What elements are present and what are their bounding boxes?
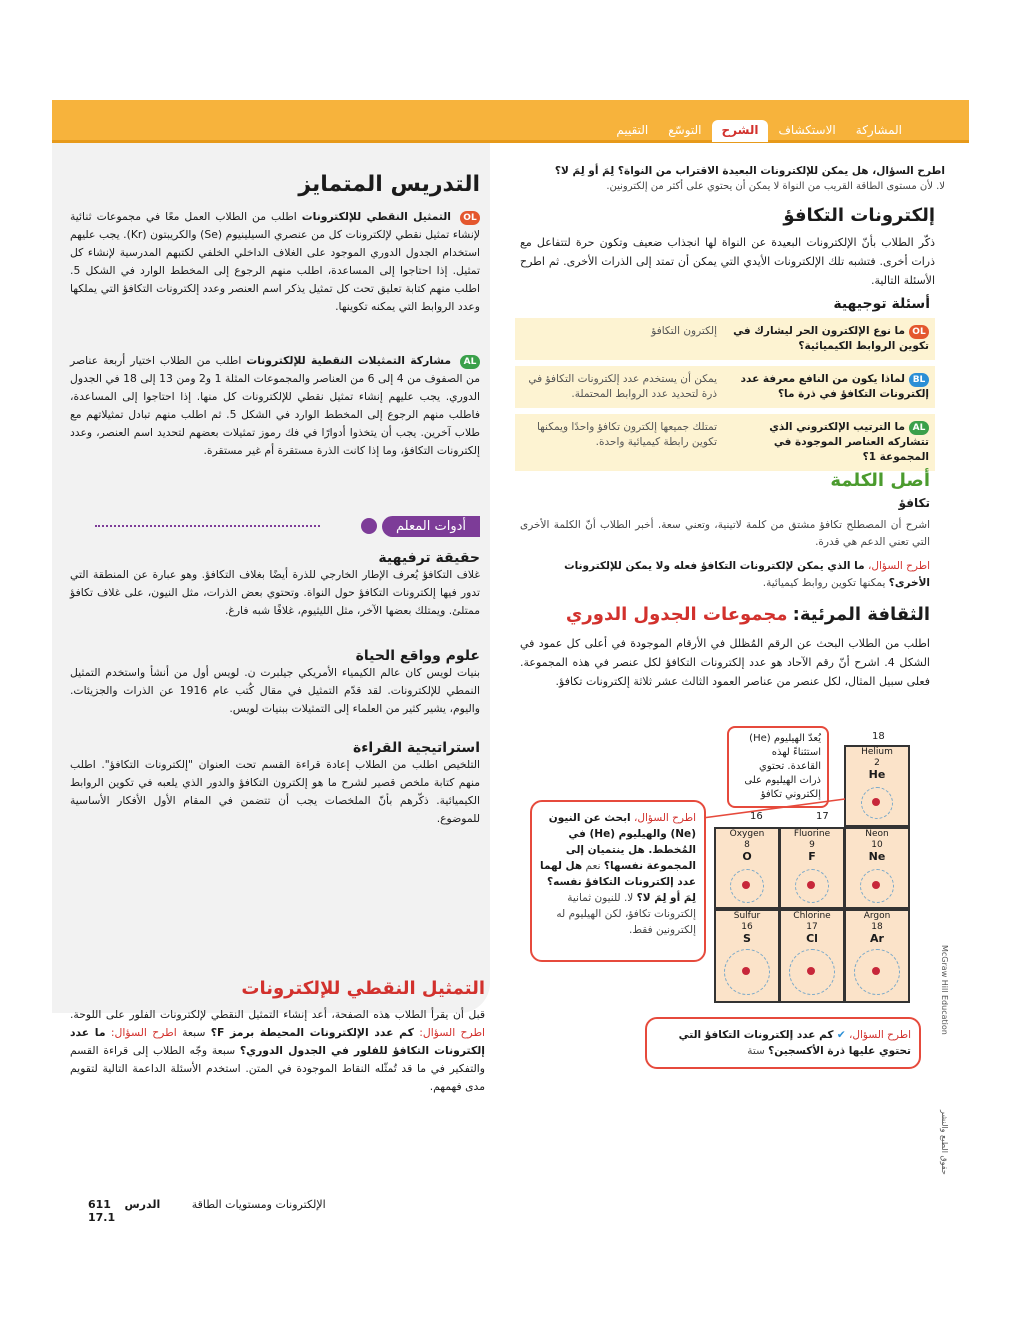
word-origin-word: تكافؤ: [898, 496, 930, 510]
element-name: Oxygen: [729, 829, 765, 839]
guided-q-cell: [723, 366, 935, 408]
level-badge: AL: [460, 355, 480, 369]
element-helium: [844, 745, 910, 827]
callout-label: اطرح السؤال،: [848, 1029, 911, 1041]
nucleus: [872, 881, 880, 889]
visual-title-a: الثقافة المرئية:: [792, 604, 930, 625]
guided-answer: يمكن أن يستخدم عدد إلكترونات التكافؤ في ذرة لتحديد عدد الروابط المحتملة.: [515, 366, 723, 408]
nucleus: [807, 967, 815, 975]
copyright-credit: حقوق الطبع والنشر: [940, 1110, 949, 1175]
reading-strategy: [70, 740, 480, 828]
guided-row: [515, 414, 935, 471]
guided-title: أسئلة توجيهية: [833, 296, 930, 312]
ask-question: ما الذي يمكن لإلكترونات التكافؤ فعله ولا يمكن للإلكترونات الأخرى؟: [564, 560, 930, 589]
intro-answer-text: لا. لأن مستوى الطاقة القريب من النواة لا يمكن أن يحتوي على أكثر من إلكترونين.: [606, 181, 945, 192]
guided-row: [515, 366, 935, 408]
element-symbol: Cl: [806, 932, 818, 945]
ask-answer: يمكنها تكوين روابط كيميائية.: [762, 577, 886, 589]
tab-evaluate[interactable]: التقييم: [616, 123, 649, 137]
callout-question: ابحث عن النيون (Ne) والهيليوم (He) في المُخطط. هل ينتميان إلى المجموعة نفسها؟: [548, 812, 696, 872]
atom-diagram: [861, 787, 893, 819]
electron-dot-text: [70, 1006, 485, 1096]
visual-literacy-text: اطلب من الطلاب البحث عن الرقم المُظلل في الأرقام الموجودة في أعلى كل عمود في الشكل 4. اشرح أنّ رقم الآحاد هو عدد إلكترونات التكافؤ لكل عنصر في هذه المجموعة. فعلى سبيل المثال، لكل عنصر من عناصر العمود الثالث عشر ثلاثة إلكترونات تكافؤ.: [520, 637, 930, 688]
level-badge: OL: [460, 211, 480, 225]
element-symbol: Ne: [868, 850, 886, 863]
word-origin-title: أصل الكلمة: [830, 470, 930, 491]
figure-callout-oxygen: [645, 1017, 921, 1069]
atom-diagram: [860, 869, 894, 903]
element-number: 17: [806, 922, 818, 932]
check-icon: ✔: [836, 1029, 846, 1041]
group-16-label: 16: [750, 811, 763, 822]
guided-question: ما نوع الإلكترون الحر ليشارك في تكوين الروابط الكيميائية؟: [733, 325, 929, 352]
atom-diagram: [789, 949, 835, 995]
atom-diagram: [730, 869, 764, 903]
lesson-label: الدرس 17.1: [88, 1198, 161, 1224]
element-name: Neon: [865, 829, 889, 839]
nucleus: [742, 967, 750, 975]
guided-q-cell: [723, 318, 935, 360]
element-fluorine: [779, 827, 845, 909]
group-17-label: 17: [816, 811, 829, 822]
callout-answer-2: لا. للنيون ثمانية إلكترونات تكافؤ، لكن الهيليوم له إلكترونين فقط.: [556, 892, 696, 936]
tab-engage[interactable]: المشاركة: [855, 123, 902, 137]
callout-question: كم عدد إلكترونات التكافؤ التي تحتوي عليها ذرة الأكسجين؟: [678, 1029, 911, 1057]
guided-answer: تمتلك جميعها إلكترون تكافؤ واحدًا ويمكنها تكوين رابطة كيميائية واحدة.: [515, 414, 723, 471]
ask-question-2: [520, 558, 930, 592]
teacher-tools-bar: [95, 515, 480, 539]
element-number: 10: [871, 840, 883, 850]
group-18-label: 18: [872, 731, 885, 742]
element-neon: [844, 827, 910, 909]
element-symbol: He: [868, 768, 886, 781]
teacher-tools-label-wrap: [361, 515, 480, 534]
tab-elaborate[interactable]: التوسّع: [668, 123, 702, 137]
fun-fact-title: حقيقة ترفيهية: [378, 550, 480, 566]
nucleus: [807, 881, 815, 889]
ask-answer-2: سبعة وجّه الطلاب إلى قراءة القسم والتفكير في ما قد تُمثّله النقاط الموجودة في المتن. استخدم الأسئلة الداعمة التالية لتقويم مدى فهمهم.: [70, 1044, 485, 1093]
element-number: 18: [871, 922, 883, 932]
connector-line: [695, 799, 845, 819]
helium-exception-note: يُعدّ الهيليوم (He) استثناءً لهذه القاعدة. تحتوي ذرات الهيليوم على إلكتروني تكافؤ: [727, 726, 829, 808]
differentiated-title: التدريس المتمايز: [298, 172, 480, 197]
element-number: 8: [744, 840, 750, 850]
guided-question: ما الترتيب الإلكتروني الذي تتشاركه العناصر الموجودة في المجموعة 1؟: [769, 421, 929, 463]
valence-title: إلكترونات التكافؤ: [783, 205, 935, 226]
callout-answer: ستة: [747, 1045, 765, 1057]
nucleus: [742, 881, 750, 889]
word-origin-text: اشرح أن المصطلح تكافؤ مشتق من كلمة لاتينية، وتعني سعة. أخبر الطلاب أنّ الكلمة الأخرى التي تعني الدعم هي قدرة.: [520, 519, 930, 548]
lesson-tabs: [472, 120, 912, 142]
ask-label: اطرح السؤال،: [867, 560, 930, 572]
element-name: Helium: [861, 747, 893, 757]
fun-fact-text: غلاف التكافؤ يُعرف الإطار الخارجي للذرة أيضًا بغلاف التكافؤ. وهو عبارة عن المنطقة التي تدور فيها إلكترونات التكافؤ حول النواة. وتحتوي بعض الذرات، مثل النيون، على غلاف تكافؤ ممتلئ. ويمتلك بعضها الآخر، مثل الليثيوم، غلافًا شبه فارغ.: [70, 568, 480, 617]
atom-diagram: [854, 949, 900, 995]
tools-divider: [95, 525, 320, 527]
level-badge: BL: [909, 373, 929, 387]
element-symbol: S: [743, 932, 751, 945]
element-oxygen: [714, 827, 780, 909]
level-badge: OL: [909, 325, 929, 339]
electron-dot-title: التمثيل النقطي للإلكترونات: [241, 978, 485, 999]
real-world-title: علوم وواقع الحياة: [355, 648, 480, 664]
real-world-science: [70, 648, 480, 718]
element-name: Argon: [863, 911, 891, 921]
nucleus: [872, 967, 880, 975]
intro-question-text: اطرح السؤال، هل يمكن للإلكترونات البعيدة الاقتراب من النواة؟ لِمَ أو لِمَ لا؟: [554, 165, 945, 177]
real-world-text: بنيات لويس كان عالم الكيمياء الأمريكي جيلبرت ن. لويس أول من أنشأ واستخدم التمثيل النمطي للإلكترونات. لقد قدّم التمثيل في مقال كُتب عام 1916 عن الذرات والجزيئات. واليوم، يشير كثير من العلماء إلى التمثيلات ببنيات لويس.: [70, 666, 480, 715]
element-sulfur: [714, 909, 780, 1003]
visual-title-b: مجموعات الجدول الدوري: [565, 604, 788, 625]
activity-text: اطلب من الطلاب العمل معًا في مجموعات ثنائية لإنشاء تمثيل نقطي لإلكترونات كل من عنصري السيلينيوم (Se) والكريبتون (Kr). يجب عليهم استخدام الجدول الدوري الموجود على الغلاف الداخلي الخلفي لكتبهم المدرسية لإنشاء كل تمثيل. إذا احتاجوا إلى المساعدة، اطلب منهم الرجوع إلى المخطط الوارد في الشكل 5. اطلب منهم كتابة تعليق تحت كل تمثيل يذكر اسم العنصر وعدد إلكترونات التكافؤ التي يملكها وعدد الروابط التي يمكنه تكوينها.: [70, 210, 480, 313]
teacher-tools-label: أدوات المعلم: [382, 516, 480, 537]
element-symbol: F: [808, 850, 816, 863]
atom-diagram: [795, 869, 829, 903]
valence-text: ذكّر الطلاب بأنّ الإلكترونات البعيدة عن النواة لها انجذاب ضعيف وتكون حرة لتتفاعل مع ذرات أخرى. فتشبه تلك الإلكترونات الأيدي التي يمكن أن تمتد إلى الذرات الأخرى. ثم اطرح الأسئلة التالية.: [520, 236, 935, 287]
element-symbol: Ar: [870, 932, 884, 945]
lesson-title: الإلكترونات ومستويات الطاقة: [191, 1198, 326, 1211]
ask-question: كم عدد الإلكترونات المحيطة برمز F؟: [210, 1026, 414, 1039]
activity-title: مشاركة التمثيلات النقطية للإلكترونات: [246, 354, 452, 367]
callout-label: اطرح السؤال،: [633, 812, 696, 824]
element-name: Sulfur: [733, 911, 761, 921]
atom-diagram: [724, 949, 770, 995]
guided-row: [515, 318, 935, 360]
tab-explore[interactable]: الاستكشاف: [778, 123, 836, 137]
guided-q-cell: [723, 414, 935, 471]
guided-question: لماذا يكون من النافع معرفة عدد إلكترونات التكافؤ في ذرة ما؟: [740, 373, 929, 400]
ask-question-2: ما عدد إلكترونات التكافؤ للفلور في الجدول الدوري؟: [70, 1026, 485, 1057]
tools-icon: [361, 518, 377, 534]
guided-questions: [520, 312, 935, 477]
callout-answer: نعم: [585, 860, 601, 872]
ask-label: اطرح السؤال:: [419, 1026, 486, 1039]
reading-title: استراتيجية القراءة: [353, 740, 480, 756]
reading-text: التلخيص اطلب من الطلاب إعادة قراءة القسم تحت العنوان "إلكترونات التكافؤ". اطلب منهم كتابة ملخص قصير لشرح ما هو إلكترون التكافؤ والدور الذي يلعبه في تكوين الروابط الكيميائية. ذكّرهم بأنّ الملخصات يجب أن تتضمن في المقام الأول الأفكار الأساسية للموضوع.: [70, 758, 480, 825]
guided-answer: إلكترون التكافؤ: [515, 318, 723, 360]
page-footer: [88, 1198, 348, 1224]
level-badge: AL: [909, 421, 929, 435]
figure-callout-ne-he: [530, 800, 706, 962]
ask-answer: سبعة: [182, 1026, 206, 1039]
page-number: 611: [88, 1198, 111, 1211]
activity-title: التمثيل النقطي للإلكترونات: [301, 210, 452, 223]
differentiated-ol: [70, 208, 480, 316]
intro-question: [515, 163, 945, 195]
visual-literacy-title: [520, 604, 930, 625]
fun-fact: [70, 550, 480, 620]
element-chlorine: [779, 909, 845, 1003]
tab-explain[interactable]: الشرح: [712, 120, 769, 142]
electron-dot-intro: قبل أن يقرأ الطلاب هذه الصفحة، أعد إنشاء التمثيل النقطي لإلكترونات الفلور على اللوحة.: [70, 1008, 485, 1021]
element-name: Chlorine: [793, 911, 831, 921]
element-name: Fluorine: [793, 829, 831, 839]
callout-question-2: هل لهما عدد إلكترونات التكافؤ نفسه؟ لِمَ أو لِمَ لا؟: [540, 860, 696, 904]
differentiated-al: [70, 352, 480, 460]
nucleus: [872, 798, 880, 806]
element-number: 2: [874, 758, 880, 768]
publisher-credit: McGraw Hill Education: [940, 945, 949, 1035]
guided-table: [515, 312, 935, 477]
element-number: 9: [809, 840, 815, 850]
ask-label-2: اطرح السؤال:: [110, 1026, 177, 1039]
element-argon: [844, 909, 910, 1003]
element-symbol: O: [742, 850, 752, 863]
element-number: 16: [741, 922, 753, 932]
activity-text: اطلب من الطلاب اختيار أربعة عناصر من الصفوف من 4 إلى 6 من العناصر والمجموعات المثلة 1 و2 ومن 13 إلى 18 في الجدول الدوري. يجب عليهم إنشاء تمثيل نقطي للإلكترونات كل منها. إذا احتاجوا إلى المساعدة، فاطلب منهم الرجوع إلى المخطط الوارد في الشكل 5. ثم اطلب منهم تبادل تمثيلاتهم مع طلاب آخرين. يجب أن يتخذوا أدوارًا في فك رموز تمثيلات بعضهم لتحديد اسم العنصر، وعدد إلكترونات التكافؤ، وما إذا كانت الذرة مستقرة أم غير مستقرة.: [70, 354, 481, 457]
